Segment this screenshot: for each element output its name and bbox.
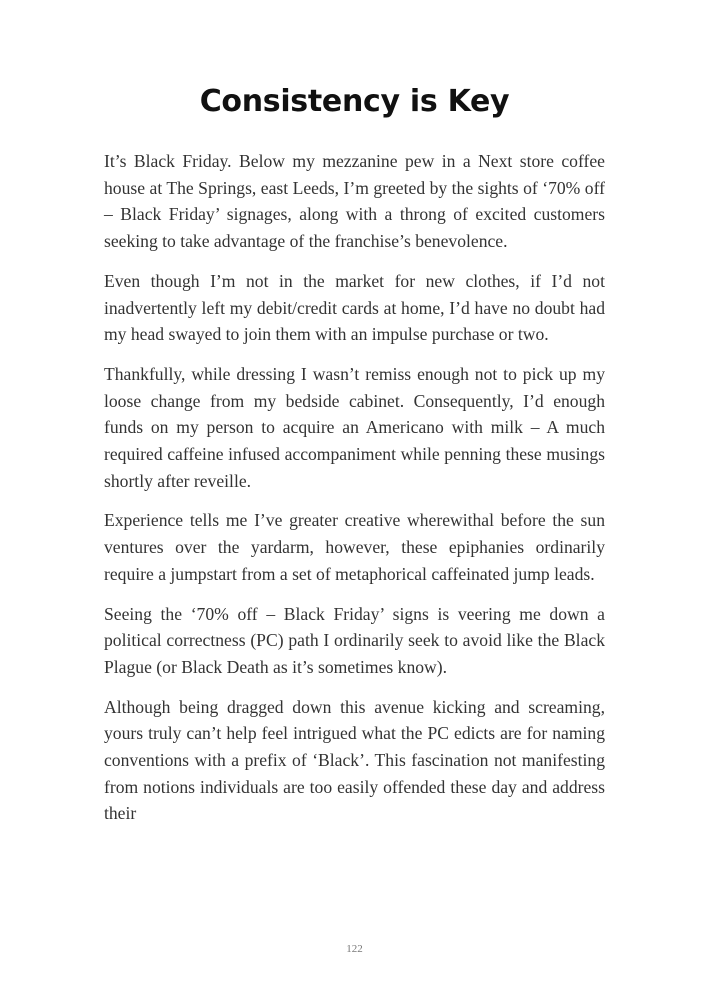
paragraph-5: Seeing the ‘70% off – Black Friday’ signs is veering me down a political correctness (PC) path I ordinarily seek to avoid like the Black Plague (or Black Death as it’s sometimes know). xyxy=(104,603,605,677)
paragraph-1: It’s Black Friday. Below my mezzanine pew in a Next store coffee house at The Springs, east Leeds, I’m greeted by the sights of ‘70% off – Black Friday’ signages, along with a throng of excited customers seeking to take advantage of the franchise’s benevolence. xyxy=(104,151,605,252)
paragraph-3: Thankfully, while dressing I wasn’t remiss enough not to pick up my loose change from my bedside cabinet. Consequently, I’d enough funds on my person to acquire an Americano with milk – A much required caffeine infused accompaniment while penning these musings shortly after reveille. xyxy=(104,363,605,491)
paragraph-6: Although being dragged down this avenue kicking and screaming, yours truly can’t help feel intrigued what the PC edicts are for naming conventions with a prefix of ‘Black’. This fascination not manifesting from notions individuals are too easily offended these day and address their xyxy=(104,696,605,824)
page-title: Consistency is Key xyxy=(199,84,510,119)
page-number: 122 xyxy=(346,943,363,955)
paragraph-4: Experience tells me I’ve greater creative wherewithal before the sun ventures over the yardarm, however, these epiphanies ordinarily require a jumpstart from a set of metaphorical caffeinated jump leads. xyxy=(104,510,605,584)
paragraph-2: Even though I’m not in the market for new clothes, if I’d not inadvertently left my debit/credit cards at home, I’d have no doubt had my head swayed to join them with an impulse purchase or two. xyxy=(104,270,605,345)
body-text xyxy=(104,148,605,840)
